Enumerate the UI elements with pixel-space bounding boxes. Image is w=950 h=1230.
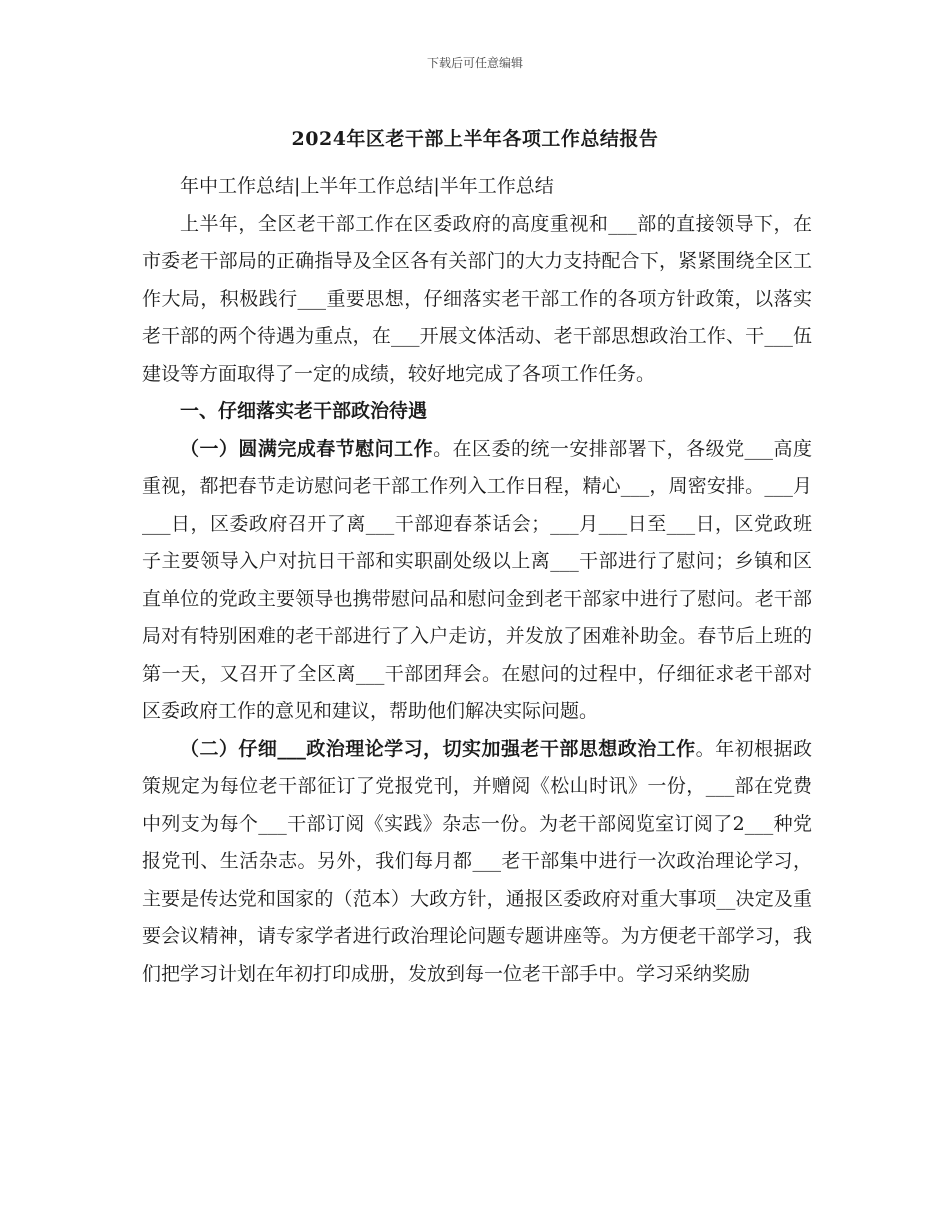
section-heading: 一、仔细落实老干部政治待遇 (180, 400, 428, 422)
subsection-paragraph-1 (142, 431, 812, 731)
subsection-text-1: 。在区委的统一安排部署下，各级党___高度重视，都把春节走访慰问老干部工作列入工作日程，精心___，周密安排。___月___日，区委政府召开了离___干部迎春茶话会；___月___日至___日，区党政班子主要领导入户对抗日干部和实职副处级以上离___干部进行了慰问；乡镇和区直单位的党政主要领导也携带慰问品和慰问金到老干部家中进行了慰问。老干部局对有特别困难的老干部进行了入户走访，并发放了困难补助金。春节后上班的第一天，又召开了全区离___干部团拜会。在慰问的过程中，仔细征求老干部对区委政府工作的意见和建议，帮助他们解决实际问题。 (142, 437, 812, 722)
header-note: 下载后可任意编辑 (426, 56, 523, 70)
document-title: 2024年区老干部上半年各项工作总结报告 (291, 128, 659, 150)
subsection-title-2: （二）仔细___政治理论学习，切实加强老干部思想政治工作 (180, 737, 696, 760)
document-body (142, 168, 812, 993)
tags-line: 年中工作总结|上半年工作总结|半年工作总结 (180, 175, 554, 197)
intro-paragraph: 上半年，全区老干部工作在区委政府的高度重视和___部的直接领导下，在市委老干部局的正确指导及全区各有关部门的大力支持配合下，紧紧围绕全区工作大局，积极践行___重要思想，仔细落实老干部工作的各项方针政策，以落实老干部的两个待遇为重点，在___开展文体活动、老干部思想政治工作、干___伍建设等方面取得了一定的成绩，较好地完成了各项工作任务。 (142, 212, 812, 385)
subsection-text-2: 。年初根据政策规定为每位老干部征订了党报党刊，并赠阅《松山时讯》一份，___部在党费中列支为每个___干部订阅《实践》杂志一份。为老干部阅览室订阅了2___种党报党刊、生活杂志。另外，我们每月都___老干部集中进行一次政治理论学习，主要是传达党和国家的（范本）大政方针，通报区委政府对重大事项__决定及重要会议精神，请专家学者进行政治理论问题专题讲座等。为方便老干部学习，我们把学习计划在年初打印成册，发放到每一位老干部手中。学习采纳奖励 (142, 737, 812, 985)
subsection-title-1: （一）圆满完成春节慰问工作 (180, 437, 434, 460)
subsection-paragraph-2 (142, 731, 812, 994)
